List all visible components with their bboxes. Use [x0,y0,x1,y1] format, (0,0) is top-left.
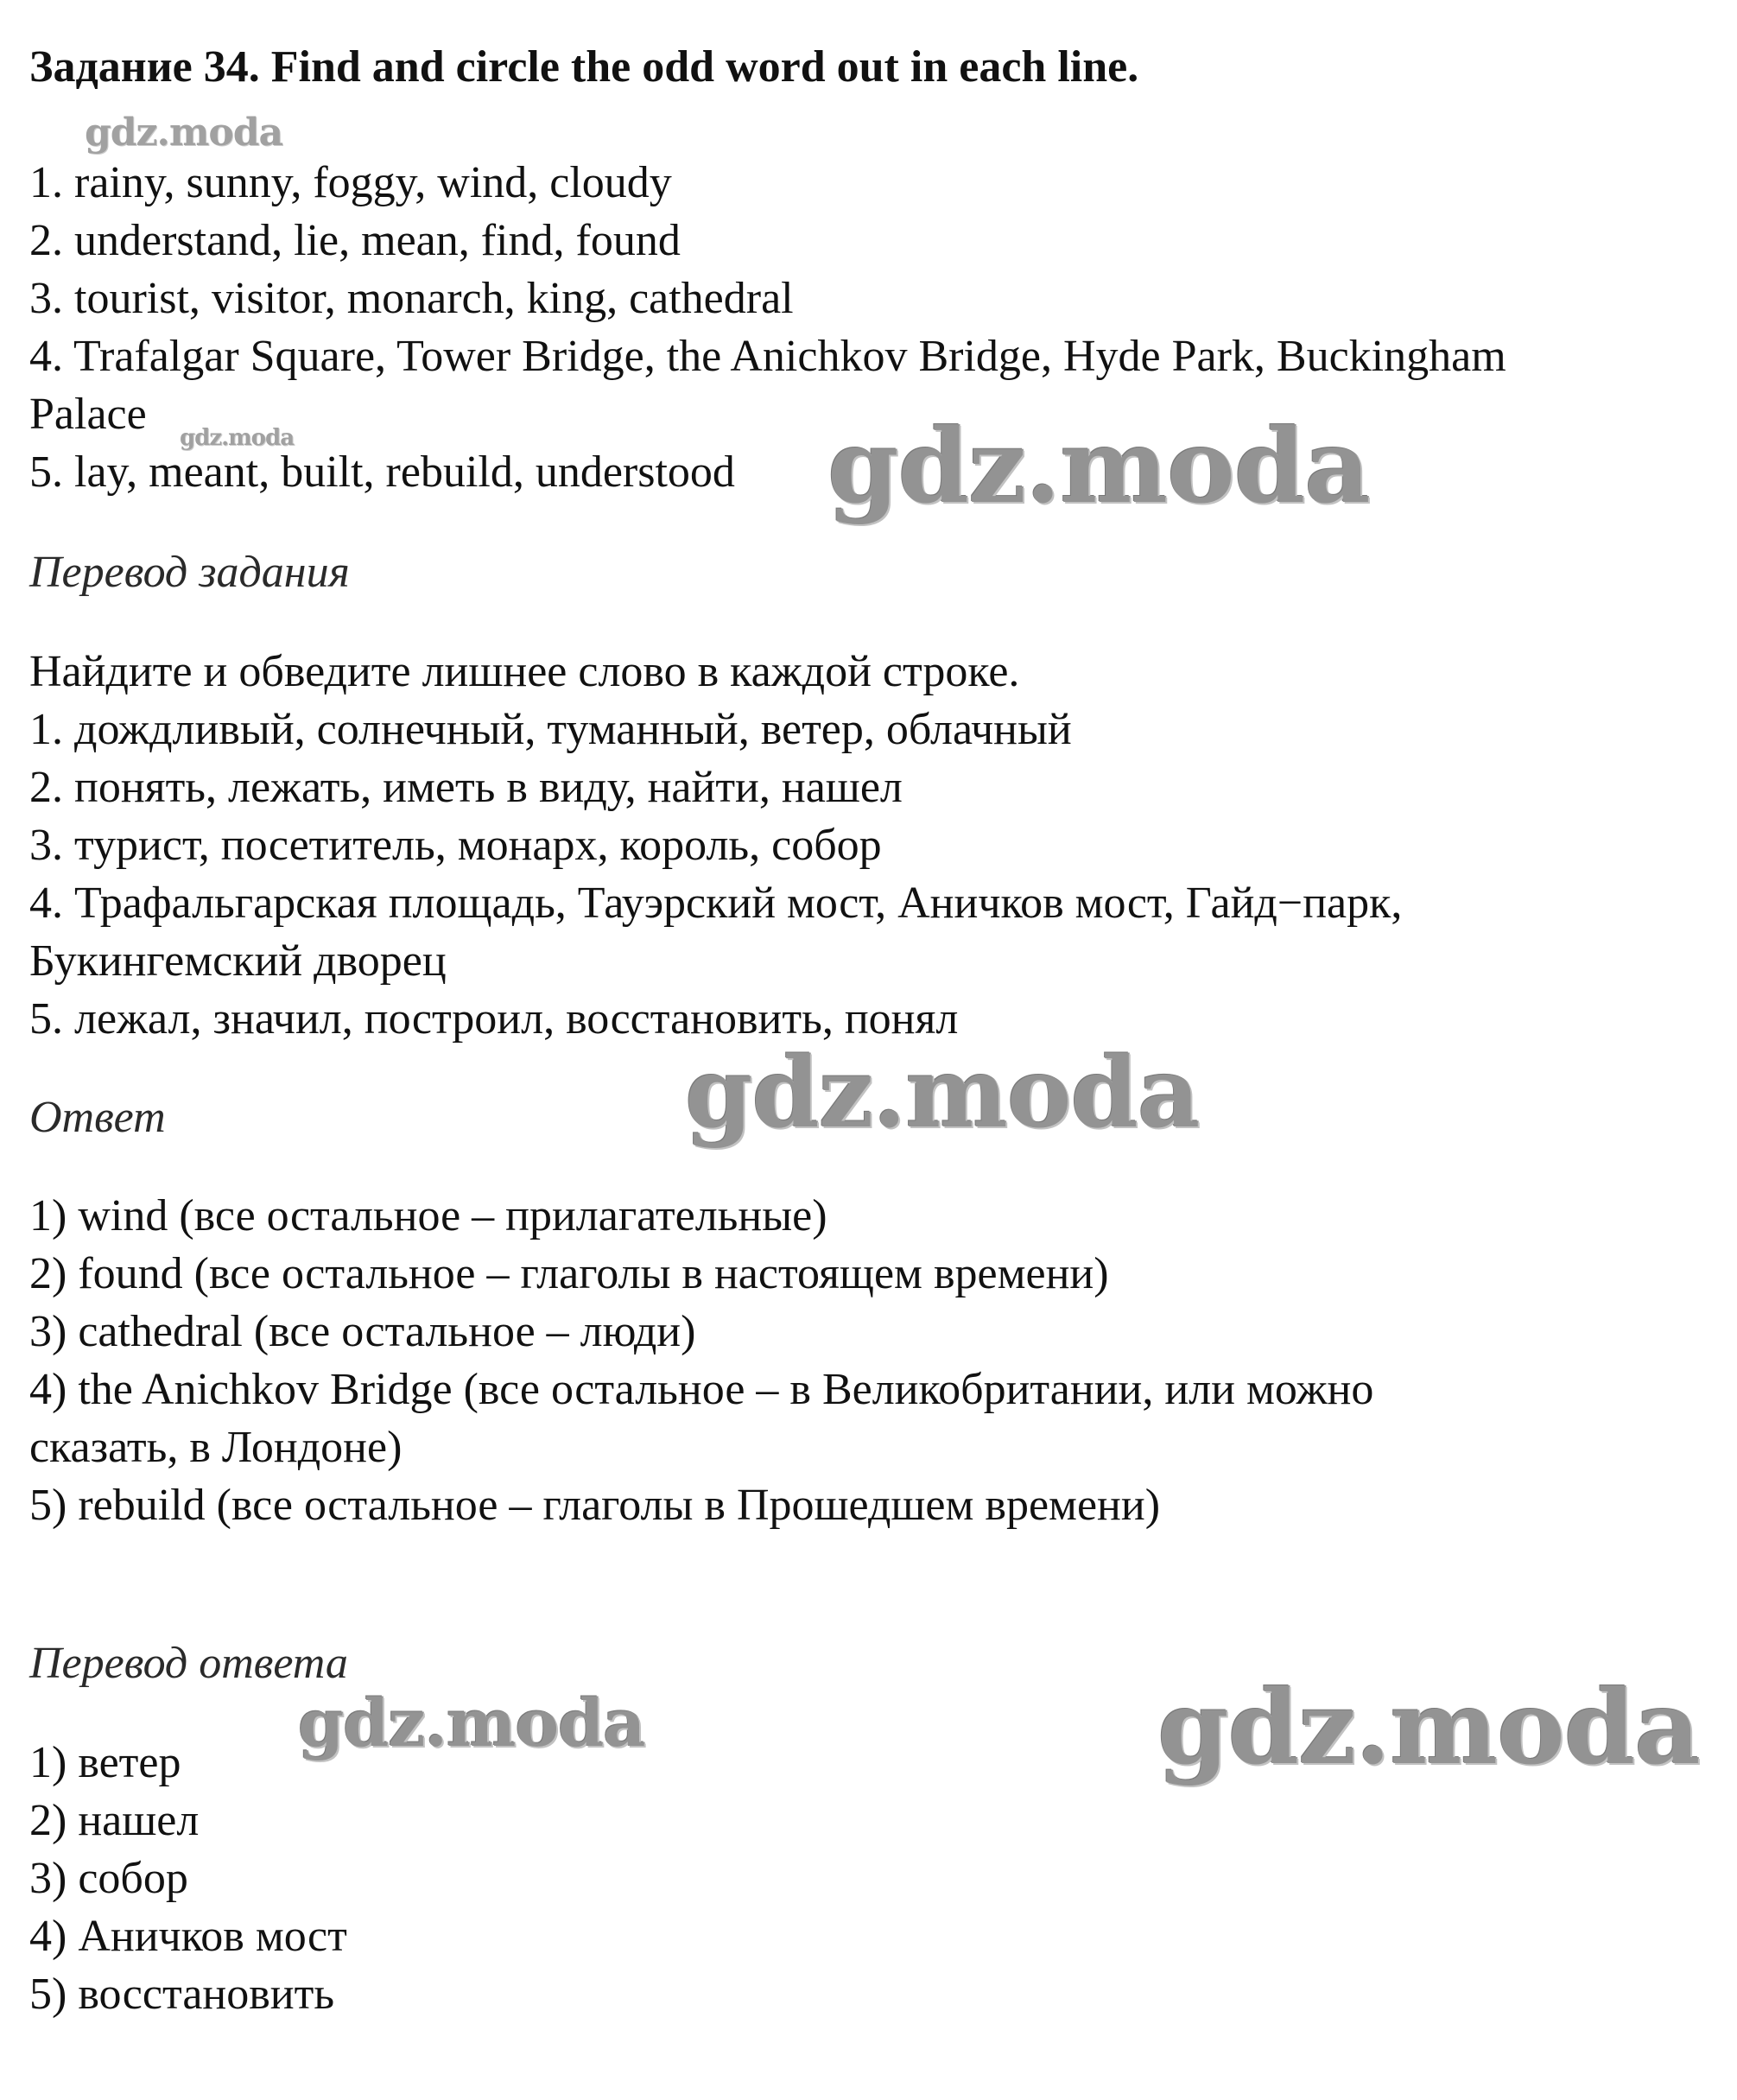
task-line-2: 2. understand, lie, mean, find, found [29,216,681,265]
watermark-logo: gdz.moda [827,406,1370,526]
translation-line-1: 1. дождливый, солнечный, туманный, ветер, облачный [29,705,1072,754]
answer-translation-line-5: 5) восстановить [29,1970,335,2019]
watermark-logo: gdz.moda [1157,1667,1700,1787]
answer-translation-line-4: 4) Аничков мост [29,1912,347,1961]
task-line-1: 1. rainy, sunny, foggy, wind, cloudy [29,158,672,207]
translation-line-5: 5. лежал, значил, построил, восстановить, понял [29,994,959,1044]
answer-translation-label: Перевод ответа [29,1639,348,1688]
watermark-logo: gdz.moda [85,111,283,155]
task-line-4: 4. Trafalgar Square, Tower Bridge, the Anichkov Bridge, Hyde Park, Buckingham [29,332,1506,381]
answer-translation-line-2: 2) нашел [29,1796,200,1845]
translation-line-3: 3. турист, посетитель, монарх, король, собор [29,821,882,870]
translation-intro: Найдите и обведите лишнее слово в каждой строке. [29,647,1020,696]
answer-translation-line-1: 1) ветер [29,1738,181,1787]
translation-line-4-continued: Букингемский дворец [29,936,447,986]
task-line-5: 5. lay, meant, built, rebuild, understood [29,447,735,497]
translation-line-2: 2. понять, лежать, иметь в виду, найти, нашел [29,763,903,812]
task-line-4-continued: Palace [29,390,147,439]
answer-line-1: 1) wind (все остальное – прилагательные) [29,1191,827,1240]
translation-label: Перевод задания [29,548,350,597]
answer-line-5: 5) rebuild (все остальное – глаголы в Прошедшем времени) [29,1481,1161,1530]
answer-line-4: 4) the Anichkov Bridge (все остальное – в Великобритании, или можно [29,1365,1374,1414]
answer-label: Ответ [29,1093,166,1142]
answer-line-4-continued: сказать, в Лондоне) [29,1423,403,1472]
answer-line-3: 3) cathedral (все остальное – люди) [29,1307,696,1356]
watermark-logo: gdz.moda [180,425,295,451]
watermark-logo: gdz.moda [685,1037,1200,1150]
task-title: Задание 34. Find and circle the odd word out in each line. [29,42,1139,92]
translation-line-4: 4. Трафальгарская площадь, Тауэрский мост, Аничков мост, Гайд−парк, [29,879,1403,928]
answer-translation-line-3: 3) собор [29,1854,188,1903]
watermark-logo: gdz.moda [298,1684,645,1761]
answer-line-2: 2) found (все остальное – глаголы в настоящем времени) [29,1249,1109,1298]
task-line-3: 3. tourist, visitor, monarch, king, cathedral [29,274,794,323]
